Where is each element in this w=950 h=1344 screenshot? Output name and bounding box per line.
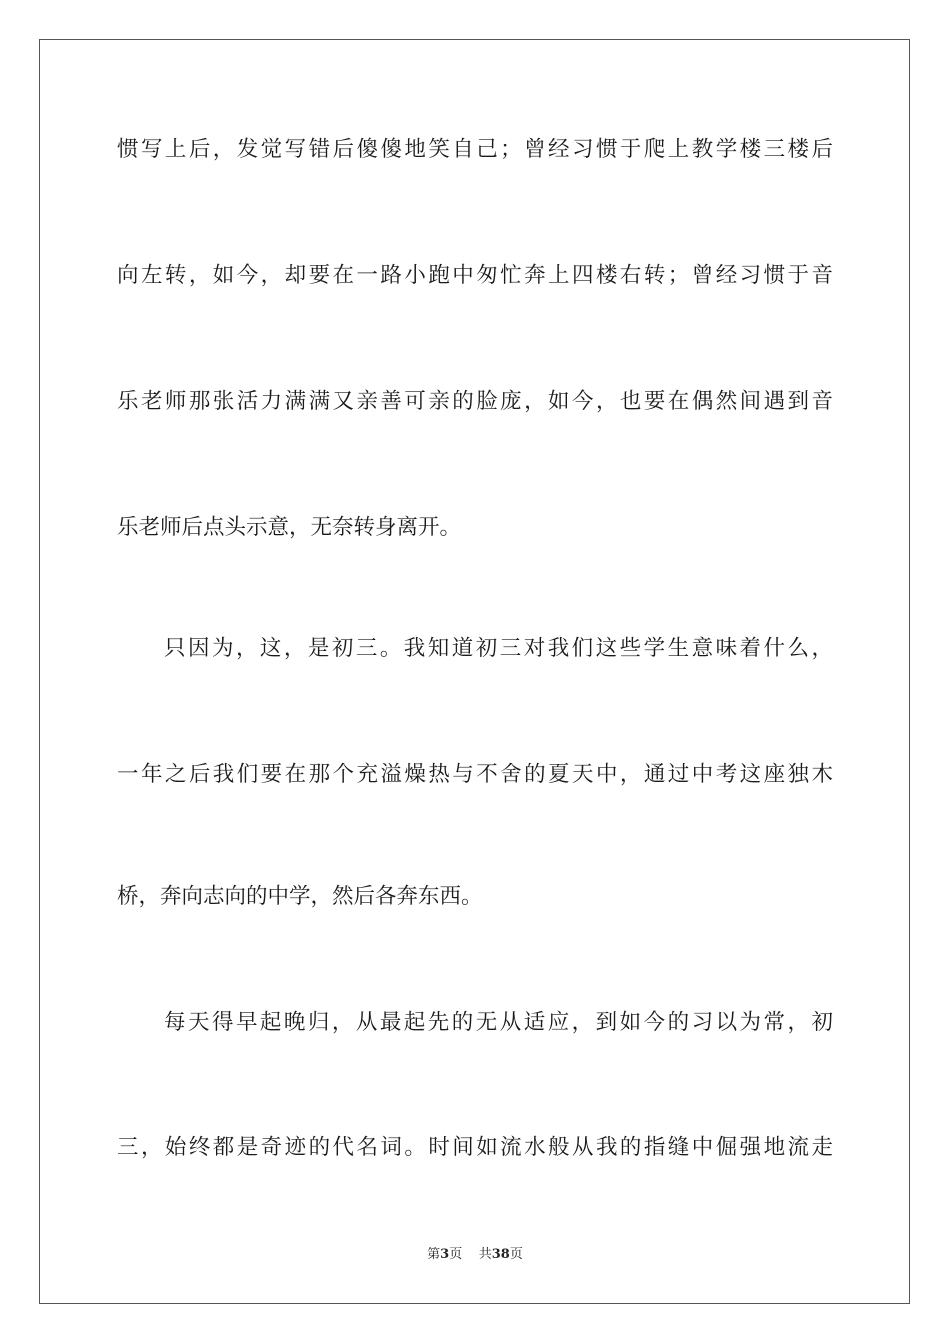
paragraph-line-8: 每天得早起晚归，从最起先的无从适应，到如今的习以为常，初 [164,1010,833,1035]
paragraph-line-2: 向左转，如今，却要在一路小跑中匆忙奔上四楼右转；曾经习惯于音 [117,263,833,288]
footer-page-suffix: 页 [449,1247,463,1262]
page-border [39,39,910,1304]
page-footer [0,1246,950,1264]
paragraph-line-5: 只因为，这，是初三。我知道初三对我们这些学生意味着什么， [164,636,833,661]
paragraph-line-3: 乐老师那张活力满满又亲善可亲的脸庞，如今，也要在偶然间遇到音 [117,389,833,414]
footer-page-number: 3 [440,1247,450,1262]
paragraph-line-4: 乐老师后点头示意，无奈转身离开。 [117,515,462,540]
footer-total-suffix: 页 [509,1247,523,1262]
footer-total-pages: 38 [491,1247,510,1262]
paragraph-line-6: 一年之后我们要在那个充溢燥热与不舍的夏天中，通过中考这座独木 [117,762,833,787]
paragraph-line-7: 桥，奔向志向的中学，然后各奔东西。 [117,884,483,909]
paragraph-line-9: 三，始终都是奇迹的代名词。时间如流水般从我的指缝中倔强地流走 [117,1135,833,1160]
paragraph-line-1: 惯写上后，发觉写错后傻傻地笑自己；曾经习惯于爬上教学楼三楼后 [117,137,833,162]
footer-page-prefix: 第 [427,1247,441,1262]
footer-total-prefix: 共 [478,1247,492,1262]
